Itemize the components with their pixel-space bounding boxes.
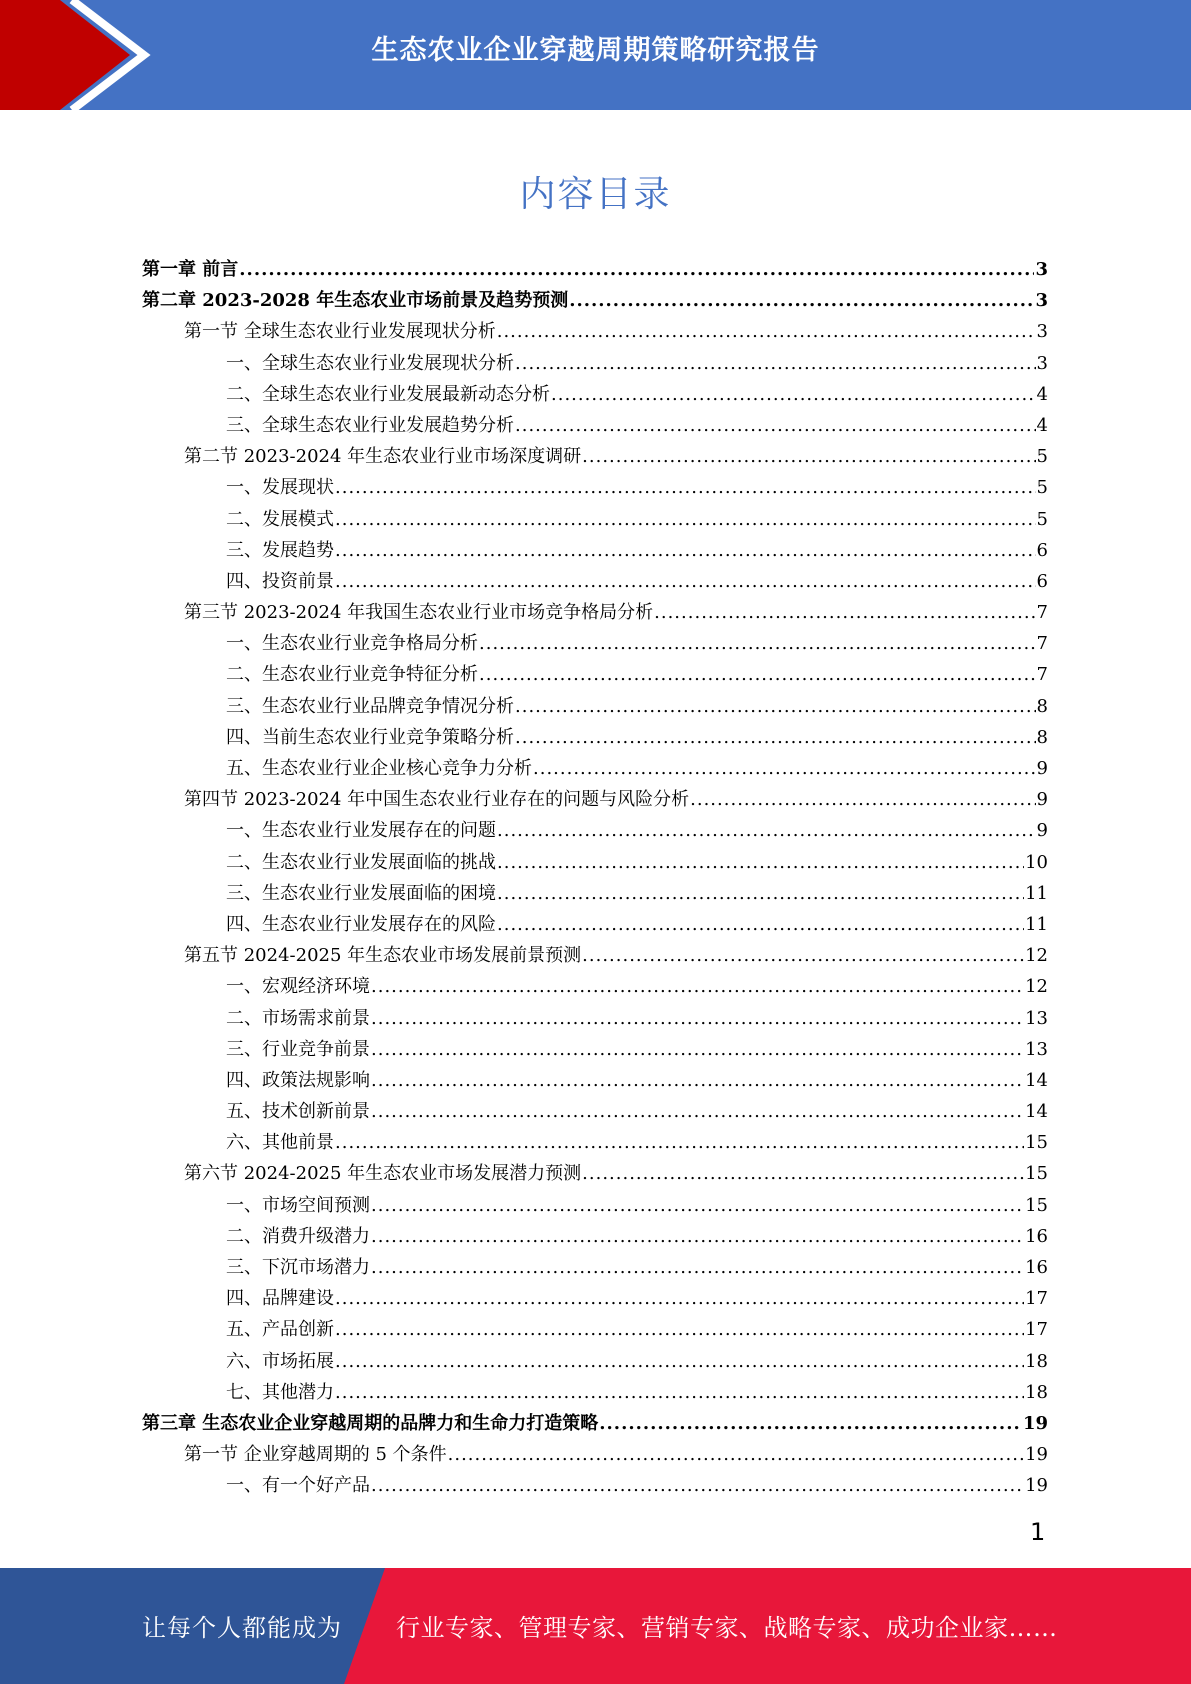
toc-entry-label: 七、其他潜力	[226, 1381, 334, 1403]
toc-dot-leader	[690, 784, 1035, 815]
toc-entry-page: 6	[1036, 539, 1048, 561]
toc-entry[interactable]	[142, 940, 1048, 971]
toc-entry-label: 第二章 2023-2028 年生态农业市场前景及趋势预测	[142, 290, 569, 312]
toc-entry-label: 三、全球生态农业行业发展趋势分析	[226, 414, 514, 436]
toc-entry-page: 10	[1025, 851, 1048, 873]
toc-entry[interactable]	[142, 628, 1048, 659]
toc-entry-label: 五、产品创新	[226, 1319, 334, 1341]
toc-dot-leader	[371, 1096, 1024, 1127]
footer-slogan-left: 让每个人都能成为	[142, 1614, 342, 1642]
toc-entry-page: 8	[1036, 695, 1048, 717]
toc-dot-leader	[335, 1346, 1024, 1377]
toc-entry-page: 19	[1025, 1444, 1048, 1466]
toc-dot-leader	[515, 722, 1036, 753]
toc-entry-label: 三、生态农业行业品牌竞争情况分析	[226, 695, 514, 717]
header-banner	[0, 0, 1191, 110]
toc-dot-leader	[515, 691, 1036, 722]
footer-slogan-right: 行业专家、管理专家、营销专家、战略专家、成功企业家……	[396, 1614, 1058, 1642]
toc-dot-leader	[335, 1377, 1024, 1408]
toc-entry-page: 14	[1025, 1069, 1048, 1091]
toc-entry-label: 四、生态农业行业发展存在的风险	[226, 913, 496, 935]
toc-dot-leader	[599, 1408, 1022, 1439]
toc-entry-page: 11	[1025, 882, 1048, 904]
toc-entry-label: 第四节 2023-2024 年中国生态农业行业存在的问题与风险分析	[184, 789, 690, 811]
toc-entry-label: 二、生态农业行业发展面临的挑战	[226, 851, 496, 873]
toc-entry[interactable]	[142, 410, 1048, 441]
toc-dot-leader	[239, 254, 1034, 285]
toc-dot-leader	[371, 1065, 1024, 1096]
toc-entry[interactable]	[142, 1096, 1048, 1127]
toc-dot-leader	[371, 1190, 1024, 1221]
toc-entry[interactable]	[142, 1065, 1048, 1096]
toc-dot-leader	[371, 1221, 1024, 1252]
toc-entry-page: 9	[1036, 758, 1048, 779]
toc-entry-label: 第五节 2024-2025 年生态农业市场发展前景预测	[184, 945, 582, 967]
toc-entry[interactable]	[142, 348, 1048, 379]
toc-dot-leader	[497, 878, 1024, 909]
toc-entry-page: 17	[1025, 1319, 1048, 1341]
toc-entry-label: 二、全球生态农业行业发展最新动态分析	[226, 383, 550, 405]
toc-entry[interactable]	[142, 566, 1048, 597]
toc-entry[interactable]	[142, 784, 1048, 815]
toc-entry[interactable]	[142, 1470, 1048, 1501]
toc-entry-page: 7	[1036, 602, 1048, 624]
toc-entry-label: 六、市场拓展	[226, 1350, 334, 1372]
toc-entry-label: 三、生态农业行业发展面临的困境	[226, 882, 496, 904]
toc-entry[interactable]	[142, 535, 1048, 566]
toc-entry-label: 六、其他前景	[226, 1132, 334, 1154]
toc-entry[interactable]	[142, 1314, 1048, 1345]
toc-dot-leader	[582, 940, 1024, 971]
toc-entry-page: 3	[1036, 321, 1048, 343]
toc-entry-page: 17	[1025, 1288, 1048, 1310]
footer-banner	[0, 1568, 1191, 1684]
toc-entry-label: 一、全球生态农业行业发展现状分析	[226, 352, 514, 374]
toc-entry-label: 三、发展趋势	[226, 539, 334, 561]
toc-entry[interactable]	[142, 909, 1048, 940]
toc-entry[interactable]	[142, 878, 1048, 909]
toc-entry-page: 5	[1036, 446, 1048, 468]
report-title: 生态农业企业穿越周期策略研究报告	[371, 35, 820, 66]
page-number: 1	[1030, 1518, 1046, 1546]
toc-entry[interactable]	[142, 1190, 1048, 1221]
toc-entry[interactable]	[142, 847, 1048, 878]
toc-entry-page: 15	[1025, 1194, 1048, 1216]
toc-entry-label: 二、发展模式	[226, 508, 334, 530]
toc-entry-label: 第六节 2024-2025 年生态农业市场发展潜力预测	[184, 1163, 582, 1185]
toc-entry-page: 16	[1025, 1257, 1048, 1278]
toc-entry-label: 第一节 全球生态农业行业发展现状分析	[184, 321, 496, 343]
toc-entry-page: 11	[1025, 913, 1048, 935]
toc-entry-page: 3	[1035, 290, 1048, 312]
toc-entry-label: 四、投资前景	[226, 570, 334, 592]
toc-dot-leader	[497, 909, 1024, 940]
toc-entry[interactable]	[142, 1003, 1048, 1034]
toc-entry[interactable]	[142, 1127, 1048, 1158]
toc-entry-label: 第一节 企业穿越周期的 5 个条件	[184, 1444, 447, 1466]
toc-dot-leader	[371, 1252, 1024, 1283]
toc-entry[interactable]	[142, 1283, 1048, 1314]
toc-entry-page: 7	[1036, 633, 1048, 655]
toc-entry-page: 16	[1025, 1225, 1048, 1247]
toc-entry[interactable]	[142, 659, 1048, 690]
toc-entry-label: 二、消费升级潜力	[226, 1225, 370, 1247]
toc-entry-label: 第三章 生态农业企业穿越周期的品牌力和生命力打造策略	[142, 1412, 599, 1434]
toc-entry[interactable]	[142, 971, 1048, 1002]
toc-entry[interactable]	[142, 472, 1048, 503]
toc-entry-label: 一、发展现状	[226, 477, 334, 499]
toc-entry-page: 18	[1025, 1350, 1048, 1372]
toc-entry[interactable]	[142, 1034, 1048, 1065]
toc-entry-label: 四、品牌建设	[226, 1288, 334, 1310]
toc-dot-leader	[448, 1439, 1024, 1470]
toc-entry[interactable]	[142, 285, 1048, 316]
toc-entry[interactable]	[142, 815, 1048, 846]
toc-entry[interactable]	[142, 753, 1048, 784]
toc-entry-page: 5	[1036, 477, 1048, 499]
toc-dot-leader	[371, 971, 1024, 1002]
toc-dot-leader	[371, 1003, 1024, 1034]
toc-entry-page: 9	[1036, 789, 1048, 811]
toc-entry-page: 12	[1025, 976, 1048, 998]
toc-entry-page: 19	[1022, 1412, 1048, 1434]
toc-dot-leader	[569, 285, 1034, 316]
toc-entry-page: 3	[1036, 352, 1048, 374]
toc-dot-leader	[371, 1034, 1024, 1065]
toc-entry-label: 四、政策法规影响	[226, 1069, 370, 1091]
toc-entry-page: 13	[1025, 1038, 1048, 1060]
toc-entry-label: 一、有一个好产品	[226, 1475, 370, 1497]
toc-dot-leader	[335, 504, 1036, 535]
toc-entry-page: 12	[1025, 945, 1048, 967]
toc-dot-leader	[479, 659, 1036, 690]
toc-entry[interactable]	[142, 1158, 1048, 1189]
toc-entry[interactable]	[142, 1439, 1048, 1470]
toc-entry-label: 一、市场空间预测	[226, 1194, 370, 1216]
toc-entry[interactable]	[142, 1346, 1048, 1377]
toc-entry-label: 一、宏观经济环境	[226, 976, 370, 998]
toc-entry-label: 第一章 前言	[142, 259, 239, 280]
toc-entry-label: 第二节 2023-2024 年生态农业行业市场深度调研	[184, 446, 582, 468]
toc-dot-leader	[497, 815, 1036, 846]
toc-entry-page: 4	[1036, 383, 1048, 405]
toc-entry-page: 9	[1036, 820, 1048, 842]
toc-entry-label: 第三节 2023-2024 年我国生态农业行业市场竞争格局分析	[184, 602, 654, 624]
toc-dot-leader	[497, 316, 1036, 347]
toc-entry[interactable]	[142, 316, 1048, 347]
toc-entry-label: 一、生态农业行业竞争格局分析	[226, 633, 478, 655]
toc-entry-label: 一、生态农业行业发展存在的问题	[226, 820, 496, 842]
toc-dot-leader	[654, 597, 1035, 628]
toc-entry-label: 二、市场需求前景	[226, 1007, 370, 1029]
toc-entry-page: 18	[1025, 1381, 1048, 1403]
toc-entry-label: 五、技术创新前景	[226, 1101, 370, 1123]
toc-entry[interactable]	[142, 1408, 1048, 1439]
toc-entry[interactable]	[142, 597, 1048, 628]
toc-entry-page: 14	[1025, 1101, 1048, 1123]
toc-entry[interactable]	[142, 691, 1048, 722]
toc-entry-label: 五、生态农业行业企业核心竞争力分析	[226, 758, 532, 779]
toc-dot-leader	[533, 753, 1036, 784]
toc-entry[interactable]	[142, 441, 1048, 472]
toc-entry-page: 15	[1025, 1132, 1048, 1154]
toc-entry-page: 5	[1036, 508, 1048, 530]
toc-dot-leader	[335, 472, 1036, 503]
toc-dot-leader	[335, 1127, 1024, 1158]
toc-heading: 内容目录	[519, 174, 672, 215]
toc-dot-leader	[335, 1314, 1024, 1345]
toc-dot-leader	[582, 441, 1035, 472]
toc-entry-page: 15	[1025, 1163, 1048, 1185]
toc-entry-page: 4	[1036, 414, 1048, 436]
toc-entry-page: 13	[1025, 1007, 1048, 1029]
toc-entry[interactable]	[142, 379, 1048, 410]
toc-dot-leader	[582, 1158, 1024, 1189]
toc-entry-page: 8	[1036, 726, 1048, 748]
toc-dot-leader	[497, 847, 1024, 878]
toc-dot-leader	[515, 348, 1036, 379]
toc-dot-leader	[515, 410, 1036, 441]
toc-dot-leader	[335, 535, 1036, 566]
toc-entry-label: 三、行业竞争前景	[226, 1038, 370, 1060]
toc-dot-leader	[551, 379, 1036, 410]
toc-entry[interactable]	[142, 254, 1048, 285]
toc-entry-page: 19	[1025, 1475, 1048, 1497]
toc-dot-leader	[335, 566, 1036, 597]
toc-dot-leader	[335, 1283, 1024, 1314]
toc-entry-label: 二、生态农业行业竞争特征分析	[226, 664, 478, 686]
toc-entry[interactable]	[142, 1377, 1048, 1408]
toc-dot-leader	[479, 628, 1036, 659]
toc-entry[interactable]	[142, 1252, 1048, 1283]
toc-entry-page: 6	[1036, 570, 1048, 592]
toc-entry-page: 7	[1036, 664, 1048, 686]
toc-entry-label: 三、下沉市场潜力	[226, 1257, 370, 1278]
table-of-contents	[142, 254, 1048, 1502]
toc-entry[interactable]	[142, 504, 1048, 535]
toc-entry[interactable]	[142, 722, 1048, 753]
toc-entry-page: 3	[1035, 259, 1048, 280]
toc-entry[interactable]	[142, 1221, 1048, 1252]
toc-dot-leader	[371, 1470, 1024, 1501]
toc-entry-label: 四、当前生态农业行业竞争策略分析	[226, 726, 514, 748]
